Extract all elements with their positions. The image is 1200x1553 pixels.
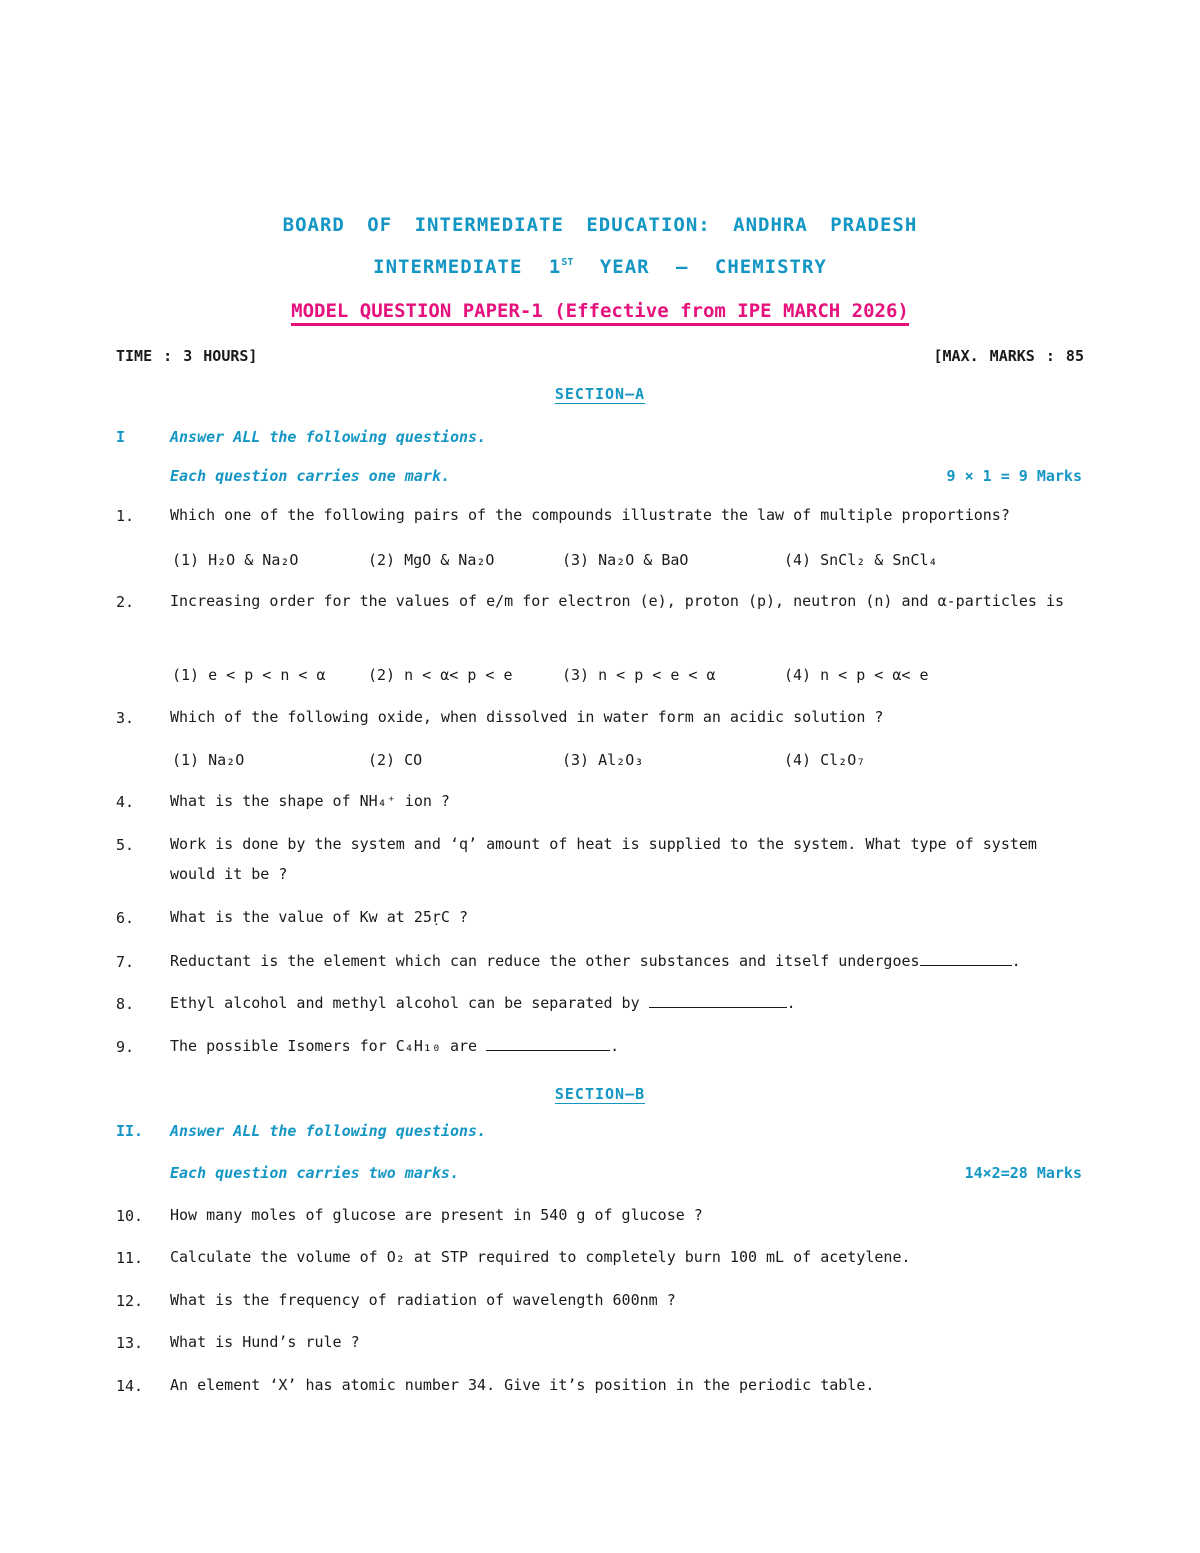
board-title: BOARD OF INTERMEDIATE EDUCATION: ANDHRA PRADESH xyxy=(282,214,918,236)
question-number: 9. xyxy=(116,1038,135,1056)
question-text: Work is done by the system and ‘q’ amount of heat is supplied to the system. What type of system would it be ? xyxy=(170,835,1037,883)
section-b-title: SECTION–B xyxy=(554,1085,646,1103)
course-title xyxy=(0,256,1200,278)
course-title-a: INTERMEDIATE xyxy=(373,256,523,278)
question-text: Increasing order for the values of e/m for electron (e), proton (p), neutron (n) and α-particles is xyxy=(170,592,1065,610)
option-3: (3) n < p < e < α xyxy=(562,666,716,684)
option-4: (4) n < p < α< e xyxy=(784,666,929,684)
question-number: 11. xyxy=(116,1249,144,1267)
option-4: (4) SnCl₂ & SnCl₄ xyxy=(784,551,938,569)
question-text: What is Hund’s rule ? xyxy=(170,1333,360,1351)
option-1: (1) e < p < n < α xyxy=(172,666,326,684)
course-title-b: YEAR – CHEMISTRY xyxy=(599,256,827,278)
question-line: Reductant is the element which can reduce the other substances and itself undergoes . xyxy=(170,952,1021,970)
section-b-instruction: Answer ALL the following questions. xyxy=(170,1122,487,1140)
section-a-instruction-2: Each question carries one mark. xyxy=(170,467,450,485)
question-number: 10. xyxy=(116,1207,144,1225)
question-number: 1. xyxy=(116,507,135,525)
max-marks-label: [MAX. MARKS : 85 xyxy=(933,347,1084,365)
question-number: 7. xyxy=(116,953,135,971)
question-text: Ethyl alcohol and methyl alcohol can be separated by xyxy=(170,994,640,1012)
course-num: 1 xyxy=(548,256,562,278)
question-number: 2. xyxy=(116,593,135,611)
question-number: 6. xyxy=(116,909,135,927)
paper-title xyxy=(0,300,1200,322)
question-text: Calculate the volume of O₂ at STP required to completely burn 100 mL of acetylene. xyxy=(170,1248,911,1266)
option-2: (2) CO xyxy=(368,751,423,769)
section-b-roman: II. xyxy=(116,1122,144,1140)
question-text: An element ‘X’ has atomic number 34. Give it’s position in the periodic table. xyxy=(170,1376,875,1394)
option-1: (1) Na₂O xyxy=(172,751,245,769)
question-text: Which of the following oxide, when dissolved in water form an acidic solution ? xyxy=(170,708,884,726)
time-label: TIME : 3 HOURS] xyxy=(116,347,258,365)
question-number: 13. xyxy=(116,1334,144,1352)
course-sup: ST xyxy=(561,257,574,268)
section-a-marks: 9 × 1 = 9 Marks xyxy=(946,467,1082,485)
section-a-instruction: Answer ALL the following questions. xyxy=(170,428,487,446)
option-4: (4) Cl₂O₇ xyxy=(784,751,866,769)
question-text: Which one of the following pairs of the compounds illustrate the law of multiple proportions? xyxy=(170,506,1010,524)
question-text: The possible Isomers for C₄H₁₀ are xyxy=(170,1037,478,1055)
option-3: (3) Na₂O & BaO xyxy=(562,551,689,569)
answer-blank xyxy=(486,1036,610,1051)
course-year xyxy=(549,256,574,278)
question-number: 4. xyxy=(116,793,135,811)
question-text: What is the value of Kw at 25ṛC ? xyxy=(170,908,469,926)
paper-title-text: MODEL QUESTION PAPER-1 (Effective from IPE MARCH 2026) xyxy=(291,300,909,326)
option-2: (2) n < α< p < e xyxy=(368,666,513,684)
section-a-roman: I xyxy=(116,428,126,446)
question-text: What is the frequency of radiation of wavelength 600nm ? xyxy=(170,1291,676,1309)
question-number: 5. xyxy=(116,836,135,854)
question-text: What is the shape of NH₄⁺ ion ? xyxy=(170,792,450,810)
answer-blank xyxy=(649,993,787,1008)
question-line: The possible Isomers for C₄H₁₀ are . xyxy=(170,1037,620,1055)
question-line: Ethyl alcohol and methyl alcohol can be separated by . xyxy=(170,994,796,1012)
question-number: 12. xyxy=(116,1292,144,1310)
option-3: (3) Al₂O₃ xyxy=(562,751,644,769)
question-text: Reductant is the element which can reduce the other substances and itself undergoes xyxy=(170,952,920,970)
section-a-title: SECTION–A xyxy=(554,385,646,403)
option-1: (1) H₂O & Na₂O xyxy=(172,551,299,569)
section-b-instruction-2: Each question carries two marks. xyxy=(170,1164,459,1182)
question-number: 8. xyxy=(116,995,135,1013)
question-number: 14. xyxy=(116,1377,144,1395)
answer-blank xyxy=(920,951,1012,966)
option-2: (2) MgO & Na₂O xyxy=(368,551,495,569)
section-b-marks: 14×2=28 Marks xyxy=(964,1164,1082,1182)
question-number: 3. xyxy=(116,709,135,727)
question-text: How many moles of glucose are present in 540 g of glucose ? xyxy=(170,1206,703,1224)
